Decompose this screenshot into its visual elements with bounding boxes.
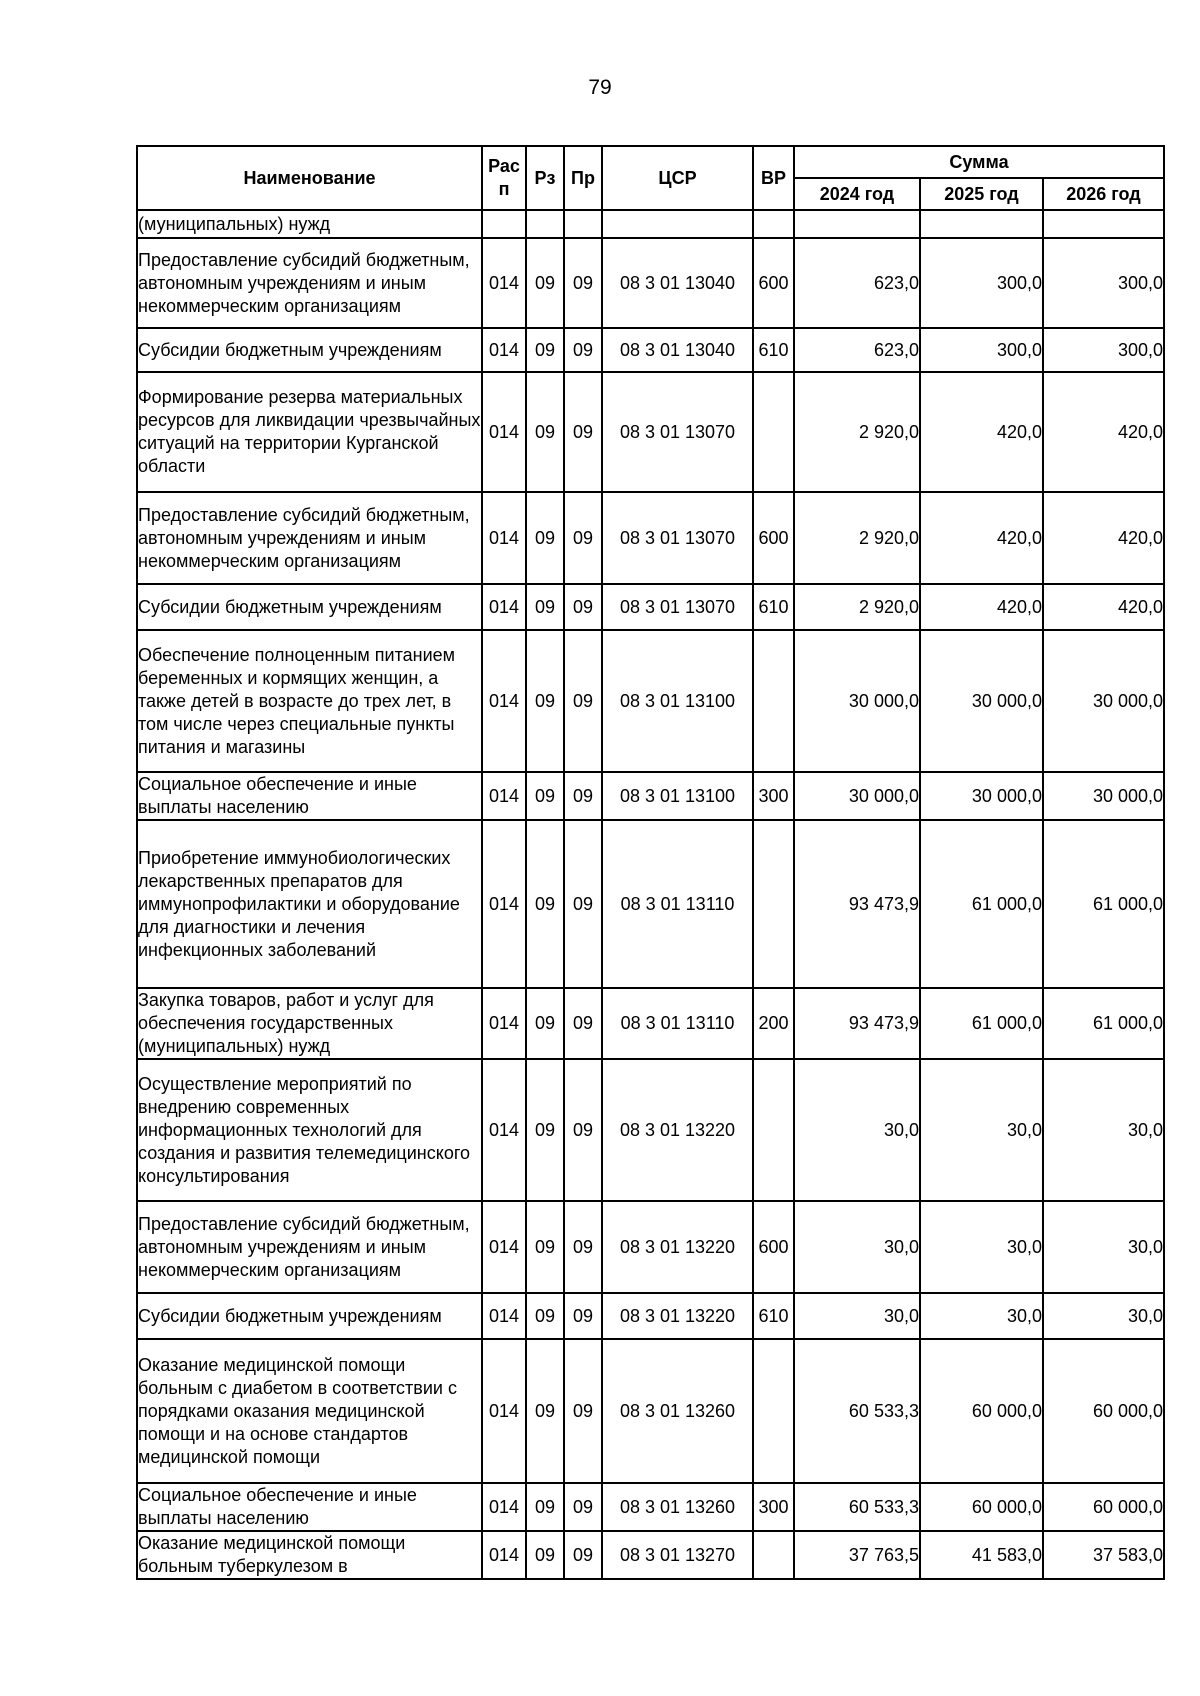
cell-name: Субсидии бюджетным учреждениям — [137, 328, 482, 372]
cell-sum-2025: 300,0 — [920, 328, 1043, 372]
table-row — [137, 328, 1164, 372]
cell-vr: 600 — [753, 238, 794, 328]
cell-sum-2026: 300,0 — [1043, 328, 1164, 372]
header-year-2024: 2024 год — [794, 178, 920, 210]
header-name: Наименование — [137, 146, 482, 210]
cell-rz: 09 — [526, 1201, 564, 1293]
cell-csr: 08 3 01 13070 — [602, 372, 753, 492]
cell-vr: 610 — [753, 1293, 794, 1339]
cell-rz: 09 — [526, 630, 564, 772]
table-row — [137, 1531, 1164, 1579]
cell-sum-2026: 61 000,0 — [1043, 988, 1164, 1059]
table-row — [137, 1483, 1164, 1531]
table-row — [137, 492, 1164, 584]
cell-vr: 300 — [753, 772, 794, 820]
cell-name: Оказание медицинской помощи больным с диабетом в соответствии с порядками оказания медицинской помощи и на основе стандартов медицинской помощи — [137, 1339, 482, 1483]
cell-pr: 09 — [564, 1059, 602, 1201]
cell-vr — [753, 210, 794, 238]
cell-rz: 09 — [526, 1339, 564, 1483]
table-row — [137, 630, 1164, 772]
cell-csr: 08 3 01 13070 — [602, 492, 753, 584]
cell-csr: 08 3 01 13100 — [602, 772, 753, 820]
cell-vr: 200 — [753, 988, 794, 1059]
cell-sum-2025: 30 000,0 — [920, 772, 1043, 820]
cell-sum-2025: 30,0 — [920, 1201, 1043, 1293]
cell-rasp: 014 — [482, 1201, 526, 1293]
cell-rasp: 014 — [482, 1531, 526, 1579]
cell-csr: 08 3 01 13260 — [602, 1483, 753, 1531]
cell-rasp: 014 — [482, 1483, 526, 1531]
table-body — [137, 210, 1164, 1579]
cell-name: (муниципальных) нужд — [137, 210, 482, 238]
cell-rasp: 014 — [482, 372, 526, 492]
cell-sum-2025: 61 000,0 — [920, 820, 1043, 988]
cell-rasp: 014 — [482, 772, 526, 820]
cell-sum-2026: 30 000,0 — [1043, 630, 1164, 772]
cell-sum-2025: 60 000,0 — [920, 1339, 1043, 1483]
cell-pr: 09 — [564, 1531, 602, 1579]
cell-sum-2024: 30,0 — [794, 1059, 920, 1201]
cell-pr: 09 — [564, 238, 602, 328]
cell-sum-2025: 420,0 — [920, 584, 1043, 630]
cell-pr: 09 — [564, 492, 602, 584]
cell-sum-2024: 93 473,9 — [794, 988, 920, 1059]
cell-pr: 09 — [564, 1483, 602, 1531]
header-rz: Рз — [526, 146, 564, 210]
budget-table — [136, 145, 1165, 1580]
cell-sum-2025: 30,0 — [920, 1293, 1043, 1339]
cell-sum-2024: 30 000,0 — [794, 772, 920, 820]
cell-rasp: 014 — [482, 820, 526, 988]
cell-rz: 09 — [526, 1293, 564, 1339]
cell-name: Предоставление субсидий бюджетным, автономным учреждениям и иным некоммерческим организациям — [137, 238, 482, 328]
cell-rasp: 014 — [482, 328, 526, 372]
cell-rz: 09 — [526, 372, 564, 492]
cell-vr — [753, 1059, 794, 1201]
cell-name: Обеспечение полноценным питанием беременных и кормящих женщин, а также детей в возрасте до трех лет, в том числе через специальные пункты питания и магазины — [137, 630, 482, 772]
cell-pr: 09 — [564, 820, 602, 988]
cell-sum-2024: 37 763,5 — [794, 1531, 920, 1579]
cell-sum-2024: 30,0 — [794, 1201, 920, 1293]
cell-vr — [753, 1339, 794, 1483]
cell-rz: 09 — [526, 1531, 564, 1579]
cell-csr: 08 3 01 13110 — [602, 988, 753, 1059]
cell-name: Социальное обеспечение и иные выплаты населению — [137, 772, 482, 820]
cell-vr — [753, 630, 794, 772]
cell-sum-2024: 2 920,0 — [794, 492, 920, 584]
cell-sum-2025: 61 000,0 — [920, 988, 1043, 1059]
table-row — [137, 372, 1164, 492]
cell-name: Оказание медицинской помощи больным туберкулезом в — [137, 1531, 482, 1579]
cell-csr: 08 3 01 13220 — [602, 1201, 753, 1293]
cell-sum-2024: 2 920,0 — [794, 584, 920, 630]
cell-csr: 08 3 01 13040 — [602, 238, 753, 328]
table-row — [137, 772, 1164, 820]
cell-rz — [526, 210, 564, 238]
cell-sum-2024: 30 000,0 — [794, 630, 920, 772]
cell-sum-2025: 30 000,0 — [920, 630, 1043, 772]
table-row — [137, 1059, 1164, 1201]
cell-vr: 610 — [753, 328, 794, 372]
cell-rasp — [482, 210, 526, 238]
cell-sum-2026: 420,0 — [1043, 584, 1164, 630]
cell-rz: 09 — [526, 238, 564, 328]
cell-rasp: 014 — [482, 238, 526, 328]
cell-rz: 09 — [526, 328, 564, 372]
cell-sum-2026: 61 000,0 — [1043, 820, 1164, 988]
cell-vr: 610 — [753, 584, 794, 630]
header-rasp: Рас п — [482, 146, 526, 210]
cell-sum-2026: 60 000,0 — [1043, 1483, 1164, 1531]
cell-csr: 08 3 01 13110 — [602, 820, 753, 988]
cell-name: Осуществление мероприятий по внедрению современных информационных технологий для создания и развития телемедицинского консультирования — [137, 1059, 482, 1201]
cell-name: Закупка товаров, работ и услуг для обеспечения государственных (муниципальных) нужд — [137, 988, 482, 1059]
cell-sum-2025: 420,0 — [920, 492, 1043, 584]
table-row — [137, 820, 1164, 988]
header-year-2025: 2025 год — [920, 178, 1043, 210]
cell-sum-2026: 37 583,0 — [1043, 1531, 1164, 1579]
header-pr: Пр — [564, 146, 602, 210]
cell-rasp: 014 — [482, 492, 526, 584]
cell-rz: 09 — [526, 820, 564, 988]
cell-sum-2026: 420,0 — [1043, 492, 1164, 584]
cell-csr: 08 3 01 13220 — [602, 1059, 753, 1201]
cell-name: Предоставление субсидий бюджетным, автономным учреждениям и иным некоммерческим организациям — [137, 492, 482, 584]
cell-sum-2026: 420,0 — [1043, 372, 1164, 492]
cell-pr: 09 — [564, 988, 602, 1059]
cell-rasp: 014 — [482, 630, 526, 772]
table-row — [137, 238, 1164, 328]
cell-csr: 08 3 01 13100 — [602, 630, 753, 772]
cell-sum-2024: 2 920,0 — [794, 372, 920, 492]
table-row — [137, 1201, 1164, 1293]
cell-name: Субсидии бюджетным учреждениям — [137, 1293, 482, 1339]
page-number: 79 — [588, 76, 612, 99]
table-row — [137, 1293, 1164, 1339]
cell-sum-2024: 93 473,9 — [794, 820, 920, 988]
cell-pr: 09 — [564, 1293, 602, 1339]
cell-rz: 09 — [526, 772, 564, 820]
cell-name: Приобретение иммунобиологических лекарственных препаратов для иммунопрофилактики и оборудование для диагностики и лечения инфекционных заболеваний — [137, 820, 482, 988]
cell-sum-2025 — [920, 210, 1043, 238]
cell-rasp: 014 — [482, 1293, 526, 1339]
cell-csr: 08 3 01 13260 — [602, 1339, 753, 1483]
cell-vr — [753, 372, 794, 492]
cell-pr: 09 — [564, 630, 602, 772]
cell-rz: 09 — [526, 988, 564, 1059]
cell-vr — [753, 1531, 794, 1579]
cell-rz: 09 — [526, 584, 564, 630]
cell-rasp: 014 — [482, 1059, 526, 1201]
cell-vr: 600 — [753, 492, 794, 584]
cell-rz: 09 — [526, 1059, 564, 1201]
cell-sum-2024 — [794, 210, 920, 238]
cell-rasp: 014 — [482, 1339, 526, 1483]
cell-sum-2026: 60 000,0 — [1043, 1339, 1164, 1483]
cell-sum-2025: 60 000,0 — [920, 1483, 1043, 1531]
cell-sum-2025: 30,0 — [920, 1059, 1043, 1201]
cell-sum-2026: 30,0 — [1043, 1293, 1164, 1339]
cell-pr: 09 — [564, 772, 602, 820]
cell-csr — [602, 210, 753, 238]
cell-sum-2024: 60 533,3 — [794, 1339, 920, 1483]
cell-sum-2025: 41 583,0 — [920, 1531, 1043, 1579]
cell-name: Социальное обеспечение и иные выплаты населению — [137, 1483, 482, 1531]
cell-csr: 08 3 01 13040 — [602, 328, 753, 372]
table-row — [137, 1339, 1164, 1483]
cell-pr: 09 — [564, 1201, 602, 1293]
cell-sum-2026: 30 000,0 — [1043, 772, 1164, 820]
cell-name: Формирование резерва материальных ресурсов для ликвидации чрезвычайных ситуаций на территории Курганской области — [137, 372, 482, 492]
cell-pr: 09 — [564, 584, 602, 630]
cell-sum-2026 — [1043, 210, 1164, 238]
cell-csr: 08 3 01 13270 — [602, 1531, 753, 1579]
cell-sum-2026: 30,0 — [1043, 1059, 1164, 1201]
cell-rasp: 014 — [482, 584, 526, 630]
cell-pr: 09 — [564, 1339, 602, 1483]
cell-vr: 300 — [753, 1483, 794, 1531]
table-row — [137, 210, 1164, 238]
cell-rasp: 014 — [482, 988, 526, 1059]
header-csr: ЦСР — [602, 146, 753, 210]
cell-name: Субсидии бюджетным учреждениям — [137, 584, 482, 630]
cell-csr: 08 3 01 13220 — [602, 1293, 753, 1339]
cell-sum-2024: 60 533,3 — [794, 1483, 920, 1531]
cell-sum-2024: 623,0 — [794, 328, 920, 372]
cell-vr: 600 — [753, 1201, 794, 1293]
cell-sum-2026: 300,0 — [1043, 238, 1164, 328]
header-sum: Сумма — [794, 146, 1164, 178]
cell-sum-2026: 30,0 — [1043, 1201, 1164, 1293]
cell-pr — [564, 210, 602, 238]
header-vr: ВР — [753, 146, 794, 210]
header-year-2026: 2026 год — [1043, 178, 1164, 210]
cell-pr: 09 — [564, 328, 602, 372]
table-row — [137, 988, 1164, 1059]
cell-rz: 09 — [526, 1483, 564, 1531]
cell-vr — [753, 820, 794, 988]
table-row — [137, 584, 1164, 630]
cell-name: Предоставление субсидий бюджетным, автономным учреждениям и иным некоммерческим организациям — [137, 1201, 482, 1293]
cell-rz: 09 — [526, 492, 564, 584]
cell-sum-2025: 300,0 — [920, 238, 1043, 328]
cell-pr: 09 — [564, 372, 602, 492]
cell-sum-2024: 30,0 — [794, 1293, 920, 1339]
cell-sum-2024: 623,0 — [794, 238, 920, 328]
cell-sum-2025: 420,0 — [920, 372, 1043, 492]
cell-csr: 08 3 01 13070 — [602, 584, 753, 630]
